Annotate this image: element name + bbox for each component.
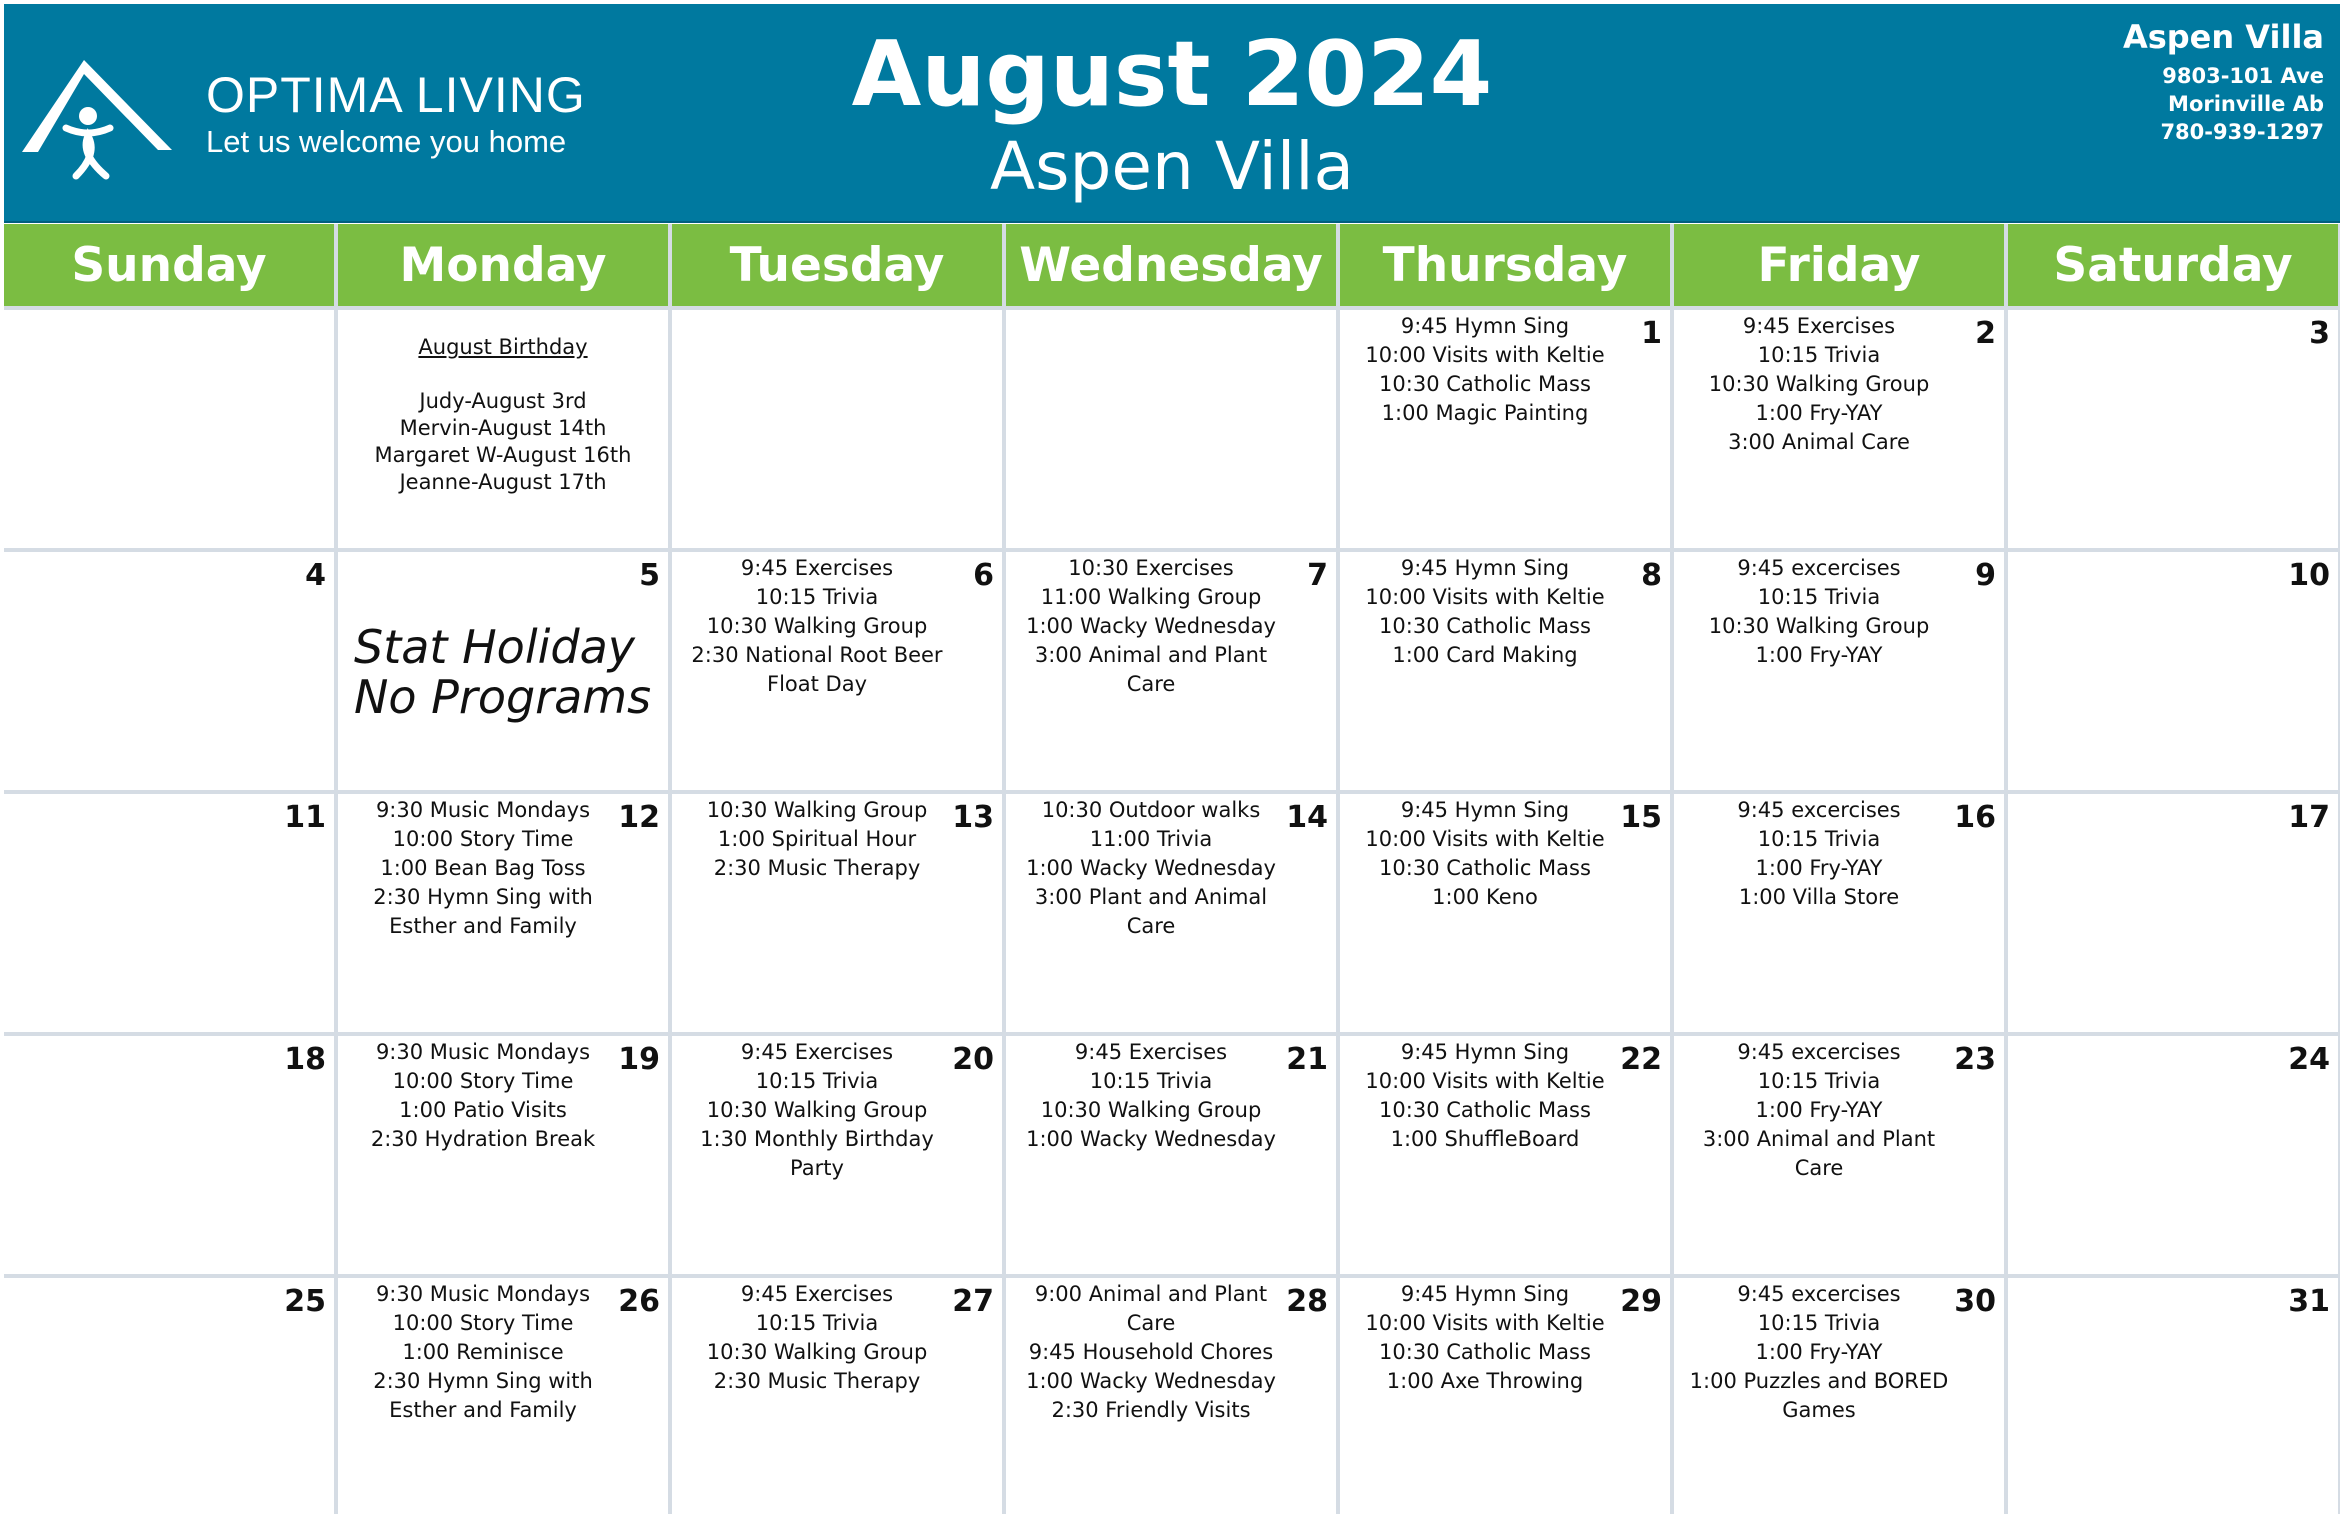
event-item: 1:30 Monthly Birthday Party (700, 1127, 934, 1180)
event-item: 10:30 Exercises (1068, 556, 1234, 580)
day-number: 20 (952, 1042, 994, 1077)
day-cell (338, 552, 668, 790)
event-item: 1:00 Bean Bag Toss (380, 856, 586, 880)
event-item: 9:45 excercises (1737, 556, 1901, 580)
day-cell (1006, 310, 1336, 548)
event-item: 9:45 Hymn Sing (1400, 1282, 1570, 1306)
day-number: 4 (305, 558, 326, 593)
day-cell (4, 310, 334, 548)
day-cell (338, 794, 668, 1032)
event-item: 10:00 Visits with Keltie (1365, 585, 1605, 609)
weekday-header-thursday: Thursday (1340, 224, 1670, 306)
day-cell (1674, 552, 2004, 790)
day-number: 9 (1975, 558, 1996, 593)
event-list (1014, 1038, 1288, 1154)
event-item: 1:00 Villa Store (1738, 885, 1900, 909)
day-cell (1340, 1036, 1670, 1274)
event-item: 10:30 Walking Group (706, 1098, 928, 1122)
event-list (680, 1280, 954, 1396)
event-list (1682, 796, 1956, 912)
day-cell (1674, 310, 2004, 548)
event-list (1014, 1280, 1288, 1425)
day-number: 21 (1286, 1042, 1328, 1077)
event-item: 1:00 Wacky Wednesday (1026, 1369, 1276, 1393)
event-item: 9:30 Music Mondays (375, 1040, 591, 1064)
event-item: 10:00 Story Time (392, 1311, 574, 1335)
day-number: 31 (2288, 1284, 2330, 1319)
event-item: 1:00 Fry-YAY (1755, 856, 1883, 880)
calendar-grid (4, 224, 2340, 1514)
event-item: 2:30 National Root Beer Float Day (691, 643, 943, 696)
event-item: 9:45 Exercises (1074, 1040, 1228, 1064)
event-item: 2:30 Music Therapy (713, 856, 921, 880)
event-item: 10:00 Visits with Keltie (1365, 343, 1605, 367)
event-item: 10:30 Outdoor walks (1041, 798, 1261, 822)
brand-name: OPTIMA LIVING (206, 67, 586, 123)
event-item: 9:45 Exercises (740, 1040, 894, 1064)
event-item: 1:00 Puzzles and BORED Games (1689, 1369, 1949, 1422)
event-list (680, 554, 954, 699)
event-item: 1:00 Fry-YAY (1755, 401, 1883, 425)
day-cell (2008, 552, 2338, 790)
day-number: 7 (1307, 558, 1328, 593)
event-item: 10:30 Catholic Mass (1379, 372, 1591, 396)
event-list (1014, 796, 1288, 941)
day-number: 25 (284, 1284, 326, 1319)
event-item: 10:30 Catholic Mass (1379, 614, 1591, 638)
event-item: 10:30 Walking Group (1708, 372, 1930, 396)
event-item: 1:00 ShuffleBoard (1390, 1127, 1580, 1151)
event-list (346, 1280, 620, 1425)
weekday-header-wednesday: Wednesday (1006, 224, 1336, 306)
event-item: 3:00 Animal and Plant Care (1034, 643, 1268, 696)
day-number: 6 (973, 558, 994, 593)
weekday-header-monday: Monday (338, 224, 668, 306)
event-item: 2:30 Music Therapy (713, 1369, 921, 1393)
event-item: 3:00 Animal and Plant Care (1702, 1127, 1936, 1180)
event-item: 10:15 Trivia (1757, 585, 1881, 609)
day-cell (1340, 794, 1670, 1032)
birthday-entry: Jeanne-August 17th (399, 470, 607, 494)
event-list (1348, 312, 1622, 428)
address-street: 9803-101 Ave (2162, 64, 2324, 88)
day-number: 15 (1620, 800, 1662, 835)
event-list (1348, 1280, 1622, 1396)
event-item: 10:15 Trivia (755, 1311, 879, 1335)
event-list (346, 796, 620, 941)
day-cell (2008, 1036, 2338, 1274)
address-city: Morinville Ab (2168, 92, 2324, 116)
event-item: 1:00 Reminisce (402, 1340, 564, 1364)
day-cell (1674, 1036, 2004, 1274)
day-cell (338, 1036, 668, 1274)
birthday-entry: Judy-August 3rd (419, 389, 587, 413)
day-cell (1006, 1036, 1336, 1274)
event-item: 1:00 Keno (1432, 885, 1538, 909)
event-item: 9:45 Exercises (1742, 314, 1896, 338)
holiday-line-1: Stat Holiday (354, 620, 635, 674)
birthday-list (338, 334, 668, 496)
address-phone: 780-939-1297 (2160, 120, 2324, 144)
facility-address (2123, 18, 2324, 146)
day-number: 30 (1954, 1284, 1996, 1319)
day-cell (2008, 1278, 2338, 1514)
event-item: 1:00 Wacky Wednesday (1026, 614, 1276, 638)
event-item: 10:30 Catholic Mass (1379, 1098, 1591, 1122)
event-item: 2:30 Friendly Visits (1051, 1398, 1251, 1422)
event-item: 1:00 Patio Visits (399, 1098, 567, 1122)
day-cell (2008, 310, 2338, 548)
event-item: 10:00 Visits with Keltie (1365, 827, 1605, 851)
day-number: 22 (1620, 1042, 1662, 1077)
day-number: 28 (1286, 1284, 1328, 1319)
event-item: 1:00 Card Making (1392, 643, 1578, 667)
event-item: 11:00 Trivia (1089, 827, 1213, 851)
event-item: 2:30 Hymn Sing with Esther and Family (373, 1369, 593, 1422)
brand-tagline: Let us welcome you home (206, 124, 567, 159)
day-number: 3 (2309, 316, 2330, 351)
day-cell (2008, 794, 2338, 1032)
day-number: 5 (639, 558, 660, 593)
event-item: 9:45 Hymn Sing (1400, 314, 1570, 338)
day-number: 18 (284, 1042, 326, 1077)
day-number: 13 (952, 800, 994, 835)
facility-title: Aspen Villa (990, 128, 1354, 205)
birthday-title: August Birthday (418, 335, 588, 359)
day-cell (1674, 794, 2004, 1032)
event-item: 10:15 Trivia (1757, 1069, 1881, 1093)
event-item: 9:45 Exercises (740, 1282, 894, 1306)
day-number: 17 (2288, 800, 2330, 835)
event-item: 11:00 Walking Group (1040, 585, 1262, 609)
event-item: 9:45 Exercises (740, 556, 894, 580)
day-number: 1 (1641, 316, 1662, 351)
weekday-header-tuesday: Tuesday (672, 224, 1002, 306)
day-cell (338, 310, 668, 548)
holiday-line-2: No Programs (354, 670, 652, 724)
day-cell (672, 1036, 1002, 1274)
event-item: 10:30 Walking Group (1708, 614, 1930, 638)
event-item: 10:00 Story Time (392, 827, 574, 851)
event-item: 10:15 Trivia (755, 585, 879, 609)
event-list (680, 1038, 954, 1183)
event-item: 10:30 Catholic Mass (1379, 1340, 1591, 1364)
event-item: 2:30 Hymn Sing with Esther and Family (373, 885, 593, 938)
event-list (1348, 1038, 1622, 1154)
day-number: 10 (2288, 558, 2330, 593)
event-item: 1:00 Fry-YAY (1755, 1340, 1883, 1364)
day-number: 27 (952, 1284, 994, 1319)
event-item: 10:15 Trivia (1757, 343, 1881, 367)
day-cell (672, 552, 1002, 790)
event-item: 9:45 excercises (1737, 1282, 1901, 1306)
event-item: 10:30 Walking Group (1040, 1098, 1262, 1122)
event-list (1682, 554, 1956, 670)
day-cell (1006, 1278, 1336, 1514)
event-item: 9:30 Music Mondays (375, 798, 591, 822)
day-cell (1340, 310, 1670, 548)
calendar-header (4, 4, 2340, 223)
event-item: 9:45 Hymn Sing (1400, 556, 1570, 580)
day-cell (1674, 1278, 2004, 1514)
event-item: 9:45 excercises (1737, 1040, 1901, 1064)
day-number: 11 (284, 800, 326, 835)
birthday-entry: Mervin-August 14th (399, 416, 607, 440)
month-title: August 2024 (851, 22, 1493, 127)
weekday-header-sunday: Sunday (4, 224, 334, 306)
event-item: 3:00 Animal Care (1728, 430, 1910, 454)
event-list (1348, 796, 1622, 912)
weekday-header-saturday: Saturday (2008, 224, 2338, 306)
event-item: 10:00 Visits with Keltie (1365, 1069, 1605, 1093)
event-item: 1:00 Wacky Wednesday (1026, 1127, 1276, 1151)
day-cell (672, 1278, 1002, 1514)
event-list (1682, 1280, 1956, 1425)
event-item: 9:45 Hymn Sing (1400, 1040, 1570, 1064)
day-cell (1006, 552, 1336, 790)
event-list (1014, 554, 1288, 699)
day-cell (4, 1036, 334, 1274)
day-number: 8 (1641, 558, 1662, 593)
day-cell (4, 1278, 334, 1514)
event-item: 10:15 Trivia (1757, 827, 1881, 851)
event-item: 1:00 Wacky Wednesday (1026, 856, 1276, 880)
event-list (1682, 1038, 1956, 1183)
event-list (680, 796, 954, 883)
event-item: 10:30 Walking Group (706, 1340, 928, 1364)
weekday-header-friday: Friday (1674, 224, 2004, 306)
day-cell (672, 794, 1002, 1032)
day-cell (4, 552, 334, 790)
event-item: 9:45 Household Chores (1028, 1340, 1274, 1364)
event-item: 1:00 Magic Painting (1381, 401, 1589, 425)
day-number: 12 (618, 800, 660, 835)
day-number: 24 (2288, 1042, 2330, 1077)
event-list (346, 1038, 620, 1154)
event-item: 10:15 Trivia (755, 1069, 879, 1093)
event-item: 10:30 Catholic Mass (1379, 856, 1591, 880)
day-cell (1340, 1278, 1670, 1514)
event-item: 10:30 Walking Group (706, 798, 928, 822)
day-cell (4, 794, 334, 1032)
day-number: 29 (1620, 1284, 1662, 1319)
holiday-note (354, 622, 668, 722)
event-item: 2:30 Hydration Break (370, 1127, 596, 1151)
day-number: 16 (1954, 800, 1996, 835)
day-cell (1006, 794, 1336, 1032)
address-name: Aspen Villa (2122, 18, 2324, 56)
day-number: 23 (1954, 1042, 1996, 1077)
day-cell (1340, 552, 1670, 790)
event-list (1682, 312, 1956, 457)
event-item: 9:30 Music Mondays (375, 1282, 591, 1306)
event-item: 9:45 Hymn Sing (1400, 798, 1570, 822)
event-item: 10:15 Trivia (1089, 1069, 1213, 1093)
day-number: 26 (618, 1284, 660, 1319)
event-item: 10:30 Walking Group (706, 614, 928, 638)
day-number: 2 (1975, 316, 1996, 351)
event-item: 1:00 Spiritual Hour (717, 827, 917, 851)
day-cell (672, 310, 1002, 548)
event-list (1348, 554, 1622, 670)
event-item: 10:00 Visits with Keltie (1365, 1311, 1605, 1335)
event-item: 1:00 Fry-YAY (1755, 643, 1883, 667)
day-number: 14 (1286, 800, 1328, 835)
event-item: 9:00 Animal and Plant Care (1034, 1282, 1268, 1335)
event-item: 10:15 Trivia (1757, 1311, 1881, 1335)
day-cell (338, 1278, 668, 1514)
day-number: 19 (618, 1042, 660, 1077)
event-item: 3:00 Plant and Animal Care (1034, 885, 1268, 938)
birthday-entry: Margaret W-August 16th (374, 443, 632, 467)
event-item: 1:00 Fry-YAY (1755, 1098, 1883, 1122)
event-item: 1:00 Axe Throwing (1386, 1369, 1584, 1393)
event-item: 10:00 Story Time (392, 1069, 574, 1093)
event-item: 9:45 excercises (1737, 798, 1901, 822)
